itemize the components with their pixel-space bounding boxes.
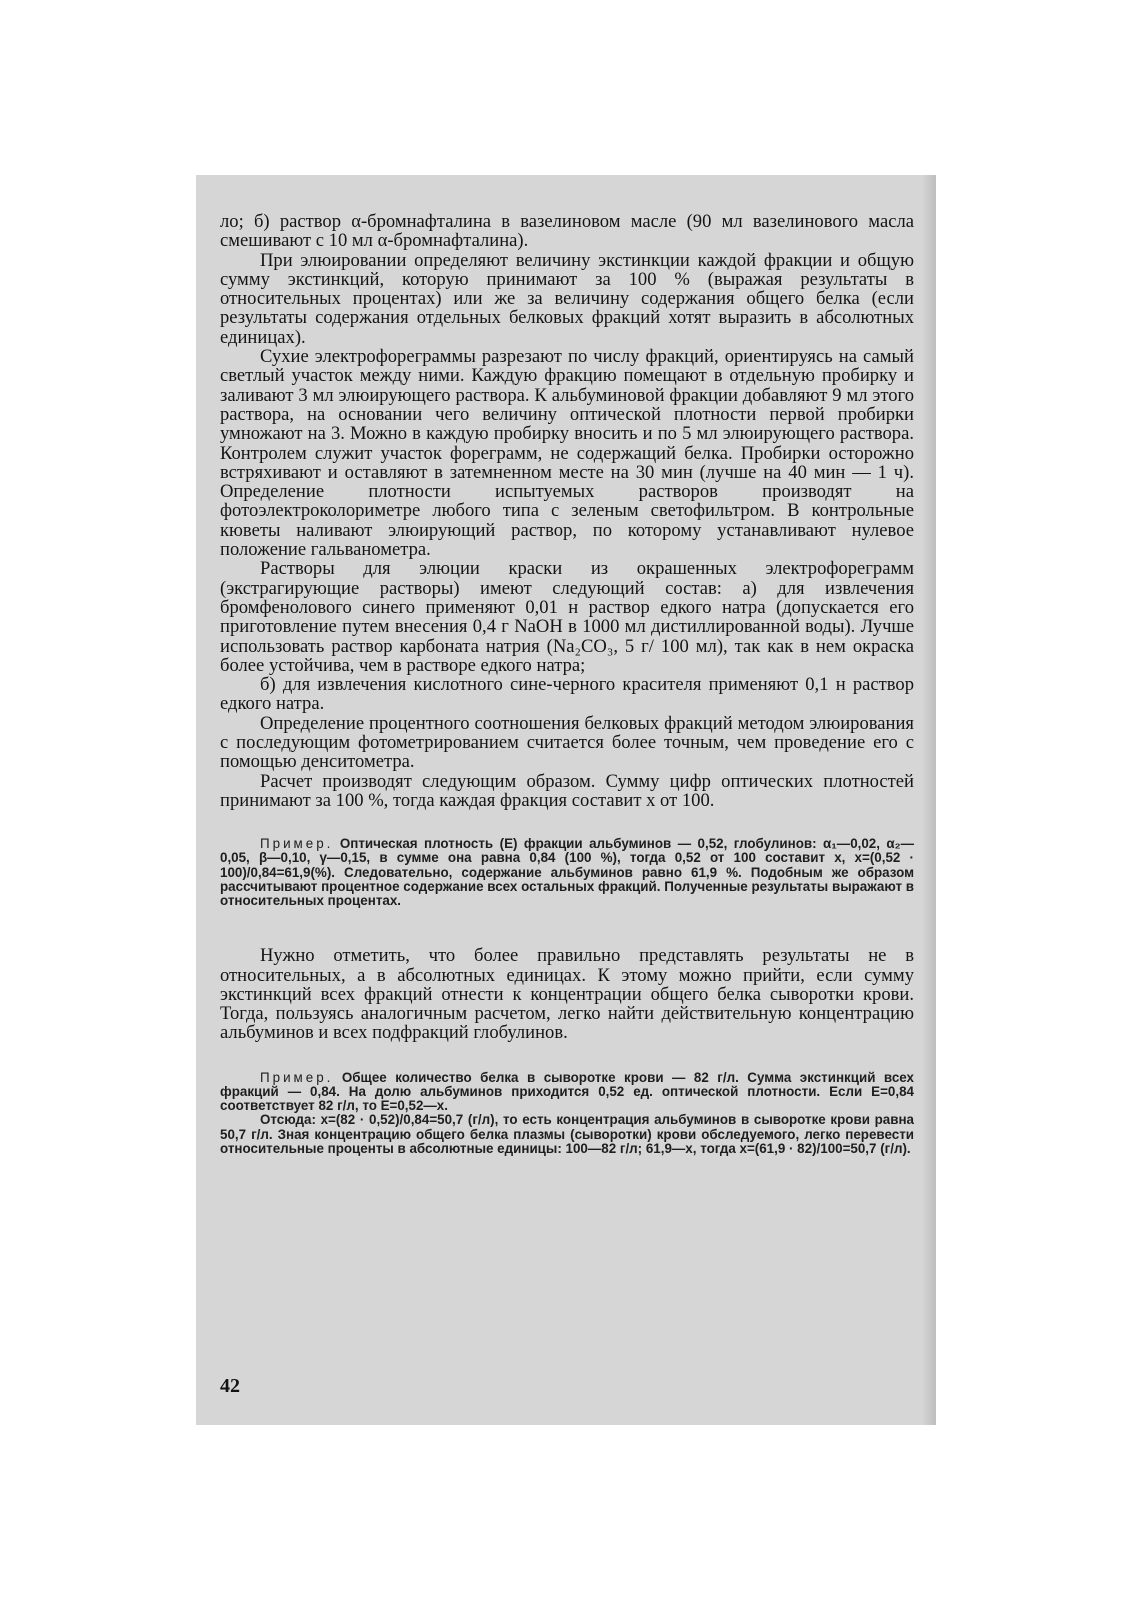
example-text-2: Общее количество белка в сыворотке крови — 82 г/л. Сумма экстинкций всех фракций — 0,84. На долю альбуминов приходится 0,52 ед. оптической плотности. Если Е=0,84 соответствует 82 г/л, то Е=0,52—x.	[220, 1069, 914, 1114]
paragraph-6: Определение процентного соотношения белковых фракций методом элюирования с последующим фотометрированием считается более точным, чем проведение его с помощью денситометра.	[220, 712, 914, 773]
example-text-1: Оптическая плотность (Е) фракции альбуминов — 0,52, глобулинов: α₁—0,02, α₂—0,05, β—0,10, γ—0,15, в сумме она равна 0,84 (100 %), тогда 0,52 от 100 составит x, x=(0,52 · 100)/0,84=61,9(%). Следовательно, содержание альбуминов равно 61,9 %. Подобным же образом рассчитывают процентное содержание всех остальных фракций. Полученные результаты выражают в относительных процентах.	[220, 836, 914, 909]
paragraph-7: Расчет производят следующим образом. Сумму цифр оптических плотностей принимают за 100 %, тогда каждая фракция составит x от 100.	[220, 770, 914, 811]
page-body	[220, 212, 914, 1156]
paragraph-8: Нужно отметить, что более правильно представлять результаты не в относительных, а в абсолютных единицах. К этому можно прийти, если сумму экстинкций всех фракций отнести к концентрации общего белка сыворотки крови. Тогда, пользуясь аналогичным расчетом, легко найти действительную концентрацию альбуминов и всех подфракций глобулинов.	[220, 945, 914, 1044]
paragraph-3: Сухие электрофореграммы разрезают по числу фракций, ориентируясь на самый светлый участок между ними. Каждую фракцию помещают в отдельную пробирку и заливают 3 мл элюирующего раствора. К альбуминовой фракции добавляют 9 мл этого раствора, на основании чего величину оптической плотности первой пробирки умножают на 3. Можно в каждую пробирку вносить и по 5 мл элюирующего раствора. Контролем служит участок фореграмм, не содержащий белка. Пробирки осторожно встряхивают и оставляют в затемненном месте на 30 мин (лучше на 40 мин — 1 ч). Определение плотности испытуемых растворов производят на фотоэлектроколориметре любого типа с зеленым светофильтром. В контрольные кюветы наливают элюирующий раствор, по которому устанавливают нулевое положение гальванометра.	[220, 346, 914, 561]
example-note-1	[220, 837, 914, 908]
example-note-2-continued: Отсюда: x=(82 · 0,52)/0,84=50,7 (г/л), то есть концентрация альбуминов в сыворотке крови равна 50,7 г/л. Зная концентрацию общего белка плазмы (сыворотки) крови обследуемого, легко перевести относительные проценты в абсолютные единицы: 100—82 г/л; 61,9—x, тогда x=(61,9 · 82)/100=50,7 (г/л).	[220, 1112, 914, 1156]
example-lead-2: Пример.	[260, 1069, 334, 1085]
paragraph-1: ло; б) раствор α-бромнафталина в вазелиновом масле (90 мл вазелинового масла смешивают с 10 мл α-бромнафталина).	[220, 211, 914, 252]
paragraph-5: б) для извлечения кислотного сине-черного красителя применяют 0,1 н раствор едкого натра.	[220, 674, 914, 715]
scanned-page	[196, 175, 936, 1425]
example-lead-1: Пример.	[260, 836, 334, 852]
page-number: 42	[220, 1375, 240, 1397]
paragraph-2: При элюировании определяют величину экстинкции каждой фракции и общую сумму экстинкций, которую принимают за 100 % (выражая результаты в относительных процентах) или же за величину содержания общего белка (если результаты содержания отдельных белковых фракций хотят выразить в абсолютных единицах).	[220, 249, 914, 348]
paragraph-4: Растворы для элюции краски из окрашенных электрофореграмм (экстрагирующие растворы) имеют следующий состав: а) для извлечения бромфенолового синего применяют 0,01 н раствор едкого натра (допускается его приготовление путем внесения 0,4 г NaOH в 1000 мл дистиллированной воды). Лучше использовать раствор карбоната натрия (Na₂CO₃, 5 г/ 100 мл), так как в нем окраска более устойчива, чем в растворе едкого натра;	[220, 558, 914, 676]
example-note-2	[220, 1071, 914, 1114]
